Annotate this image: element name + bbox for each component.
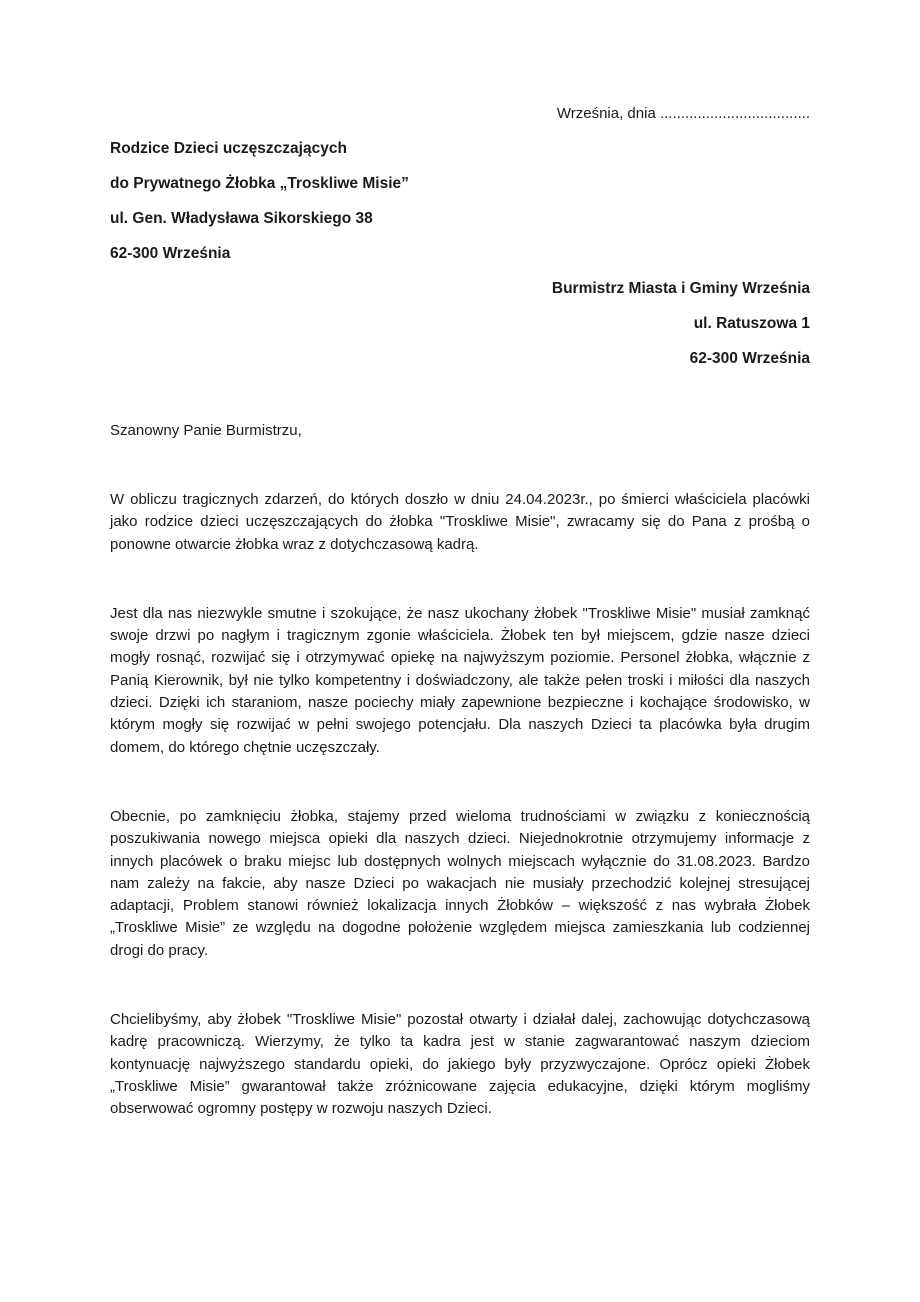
date-line: Września, dnia .................................... bbox=[556, 105, 810, 122]
sender-street: ul. Gen. Władysława Sikorskiego 38 bbox=[110, 210, 373, 227]
sender-name: Rodzice Dzieci uczęszczających bbox=[110, 140, 347, 157]
paragraph-closure-impact: Jest dla nas niezwykle smutne i szokujące, że nasz ukochany żłobek "Troskliwe Misie" musiał zamknąć swoje drzwi po nagłym i tragicznym zgonie właściciela. Żłobek ten był miejscem, gdzie nasze dzieci mogły rosnąć, rozwijać się i otrzymywać opiekę na najwyższym poziomie. Personel żłobka, włącznie z Panią Kierownik, był nie tylko kompetentny i doświadczony, ale także pełen troski i miłości dla naszych dzieci. Dzięki ich staraniom, nasze pociechy miały zapewnione bezpieczne i kochające środowisko, w którym mogły się rozwijać w pełni swojego potencjału. Dla naszych Dzieci ta placówka była drugim domem, do którego chętnie uczęszczały. bbox=[110, 604, 810, 756]
sender-address-block bbox=[110, 131, 810, 271]
sender-city: 62-300 Września bbox=[110, 245, 231, 262]
recipient-city: 62-300 Września bbox=[689, 350, 810, 367]
paragraph-request: Chcielibyśmy, aby żłobek "Troskliwe Misie" pozostał otwarty i działał dalej, zachowując dotychczasową kadrę pracowniczą. Wierzymy, że tylko ta kadra jest w stanie zagwarantować naszym dzieciom kontynuację najwyższego standardu opieki, do jakiego były przyzwyczajone. Oprócz opieki Żłobek „Troskliwe Misie” gwarantował także zróżnicowane zajęcia edukacyjne, dzięki którym mogliśmy obserwować ogromny postępy w rozwoju naszych Dzieci. bbox=[110, 1011, 810, 1118]
recipient-street: ul. Ratuszowa 1 bbox=[693, 315, 810, 332]
salutation: Szanowny Panie Burmistrzu, bbox=[110, 422, 302, 439]
paragraph-difficulties: Obecnie, po zamknięciu żłobka, stajemy przed wieloma trudnościami w związku z koniecznością poszukiwania nowego miejsca opieki dla naszych dzieci. Niejednokrotnie otrzymujemy informacje z innych placówek o braku miejsc lub dostępnych wolnych miejscach wyłącznie do 31.08.2023. Bardzo nam zależy na fakcie, aby nasze Dzieci po wakacjach nie musiały przechodzić kolejnej stresującej adaptacji, Problem stanowi również lokalizacja innych Żłobków – większość z nas wybrała Żłobek „Troskliwe Misie” ze względu na dogodne położenie względem miejsca zamieszkania lub codziennej drogi do pracy. bbox=[110, 807, 810, 959]
sender-institution: do Prywatnego Żłobka „Troskliwe Misie” bbox=[110, 175, 409, 192]
paragraph-intro: W obliczu tragicznych zdarzeń, do których doszło w dniu 24.04.2023r., po śmierci właściciela placówki jako rodzice dzieci uczęszczających do żłobka "Troskliwe Misie", zwracamy się do Pana z prośbą o ponowne otwarcie żłobka wraz z dotychczasową kadrą. bbox=[110, 491, 810, 553]
recipient-address-block bbox=[110, 271, 810, 376]
recipient-name: Burmistrz Miasta i Gminy Września bbox=[551, 280, 810, 297]
